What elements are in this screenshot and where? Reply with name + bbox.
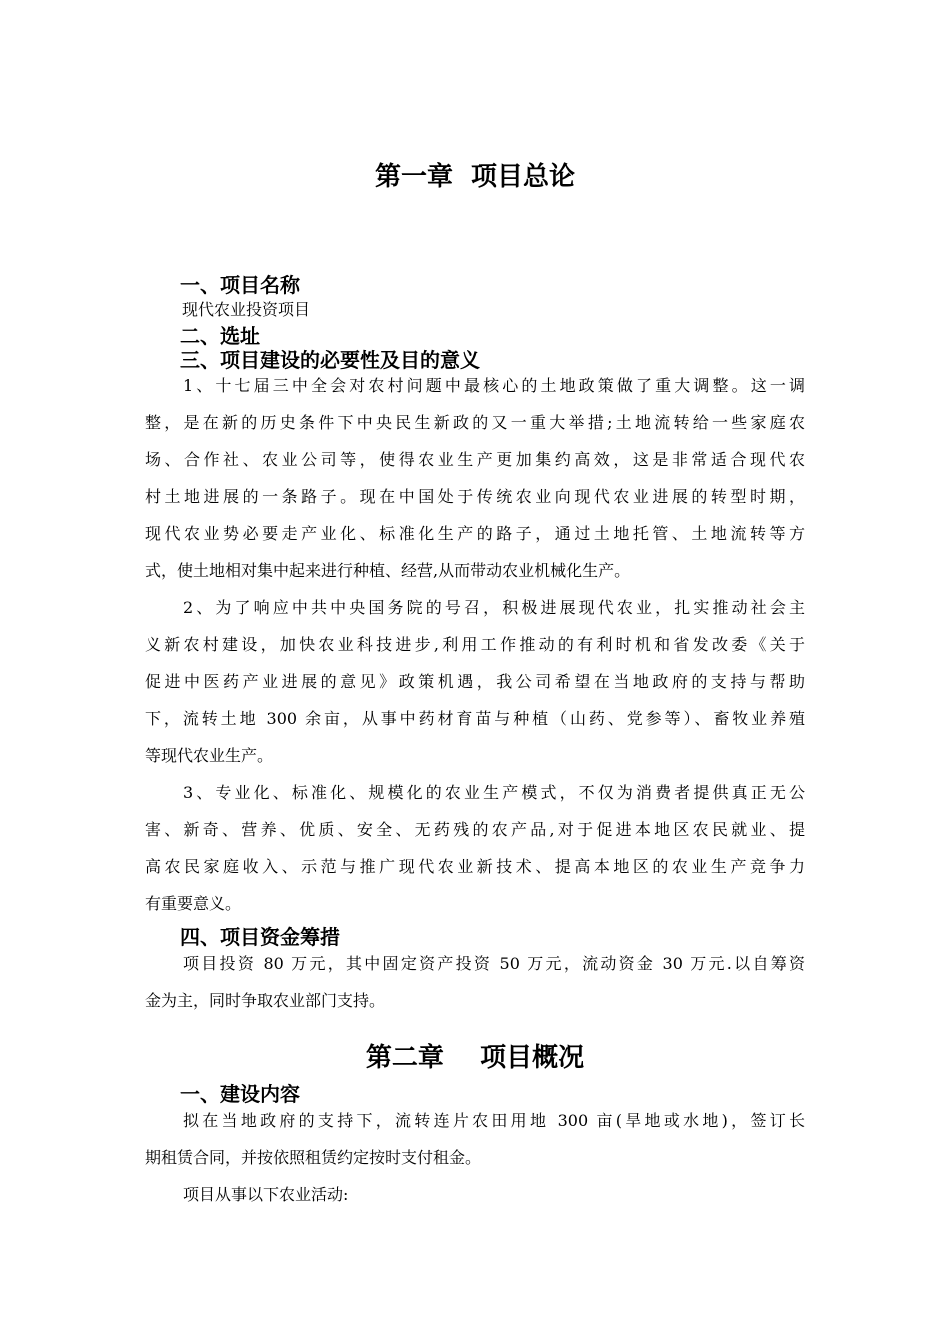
section-3-heading: 三、项目建设的必要性及目的意义 — [180, 348, 480, 372]
section-2-heading: 二、选址 — [180, 324, 260, 348]
text-line: 1、十七届三中全会对农村问题中最核心的土地政策做了重大调整。这一调 — [183, 376, 805, 395]
text-line: 下，流转土地 300 余亩，从事中药材育苗与种植（山药、党参等）、畜牧业养殖 — [145, 709, 805, 728]
text-line: 期租赁合同，并按依照租赁约定按时支付租金。 — [145, 1148, 482, 1167]
section-3-paragraph-2 — [145, 589, 805, 774]
text-line: 式，使土地相对集中起来进行种植、经营,从而带动农业机械化生产。 — [145, 561, 631, 580]
text-line: 有重要意义。 — [145, 894, 242, 913]
text-line: 金为主，同时争取农业部门支持。 — [145, 991, 386, 1010]
text-line: 项目从事以下农业活动: — [183, 1185, 349, 1204]
chapter-2-section-1-heading: 一、建设内容 — [180, 1082, 300, 1106]
text-line: 整，是在新的历史条件下中央民生新政的又一重大举措;土地流转给一些家庭农 — [145, 413, 805, 432]
section-1-heading: 一、项目名称 — [180, 273, 300, 297]
chapter-2-title: 第二章 项目概况 — [365, 1043, 585, 1073]
section-3-paragraph-1 — [145, 367, 805, 589]
text-line: 现代农业势必要走产业化、标准化生产的路子，通过土地托管、土地流转等方 — [145, 524, 805, 543]
project-name-text: 现代农业投资项目 — [182, 300, 311, 319]
text-line: 等现代农业生产。 — [145, 746, 274, 765]
text-line: 促进中医药产业进展的意见》政策机遇，我公司希望在当地政府的支持与帮助 — [145, 672, 805, 691]
text-line: 害、新奇、营养、优质、安全、无药残的农产品,对于促进本地区农民就业、提 — [145, 820, 805, 839]
section-3-paragraph-3 — [145, 774, 805, 922]
text-line: 项目投资 80 万元，其中固定资产投资 50 万元，流动资金 30 万元.以自筹资 — [183, 954, 805, 973]
text-line: 义新农村建设，加快农业科技进步,利用工作推动的有利时机和省发改委《关于 — [145, 635, 805, 654]
section-4-heading: 四、项目资金筹措 — [180, 925, 340, 949]
text-line: 拟在当地政府的支持下，流转连片农田用地 300 亩(旱地或水地)，签订长 — [183, 1111, 805, 1130]
text-line: 高农民家庭收入、示范与推广现代农业新技术、提高本地区的农业生产竞争力 — [145, 857, 805, 876]
text-line: 场、合作社、农业公司等，使得农业生产更加集约高效，这是非常适合现代农 — [145, 450, 805, 469]
section-4-paragraph-1 — [145, 945, 805, 1019]
chapter-2-section-1-paragraph-1 — [145, 1102, 805, 1176]
chapter-1-title: 第一章 项目总论 — [374, 162, 576, 192]
chapter-2-section-1-paragraph-2 — [145, 1176, 805, 1213]
text-line: 村土地进展的一条路子。现在中国处于传统农业向现代农业进展的转型时期， — [145, 487, 805, 506]
text-line: 3、专业化、标准化、规模化的农业生产模式，不仅为消费者提供真正无公 — [183, 783, 805, 802]
text-line: 2、为了响应中共中央国务院的号召，积极进展现代农业，扎实推动社会主 — [183, 598, 805, 617]
